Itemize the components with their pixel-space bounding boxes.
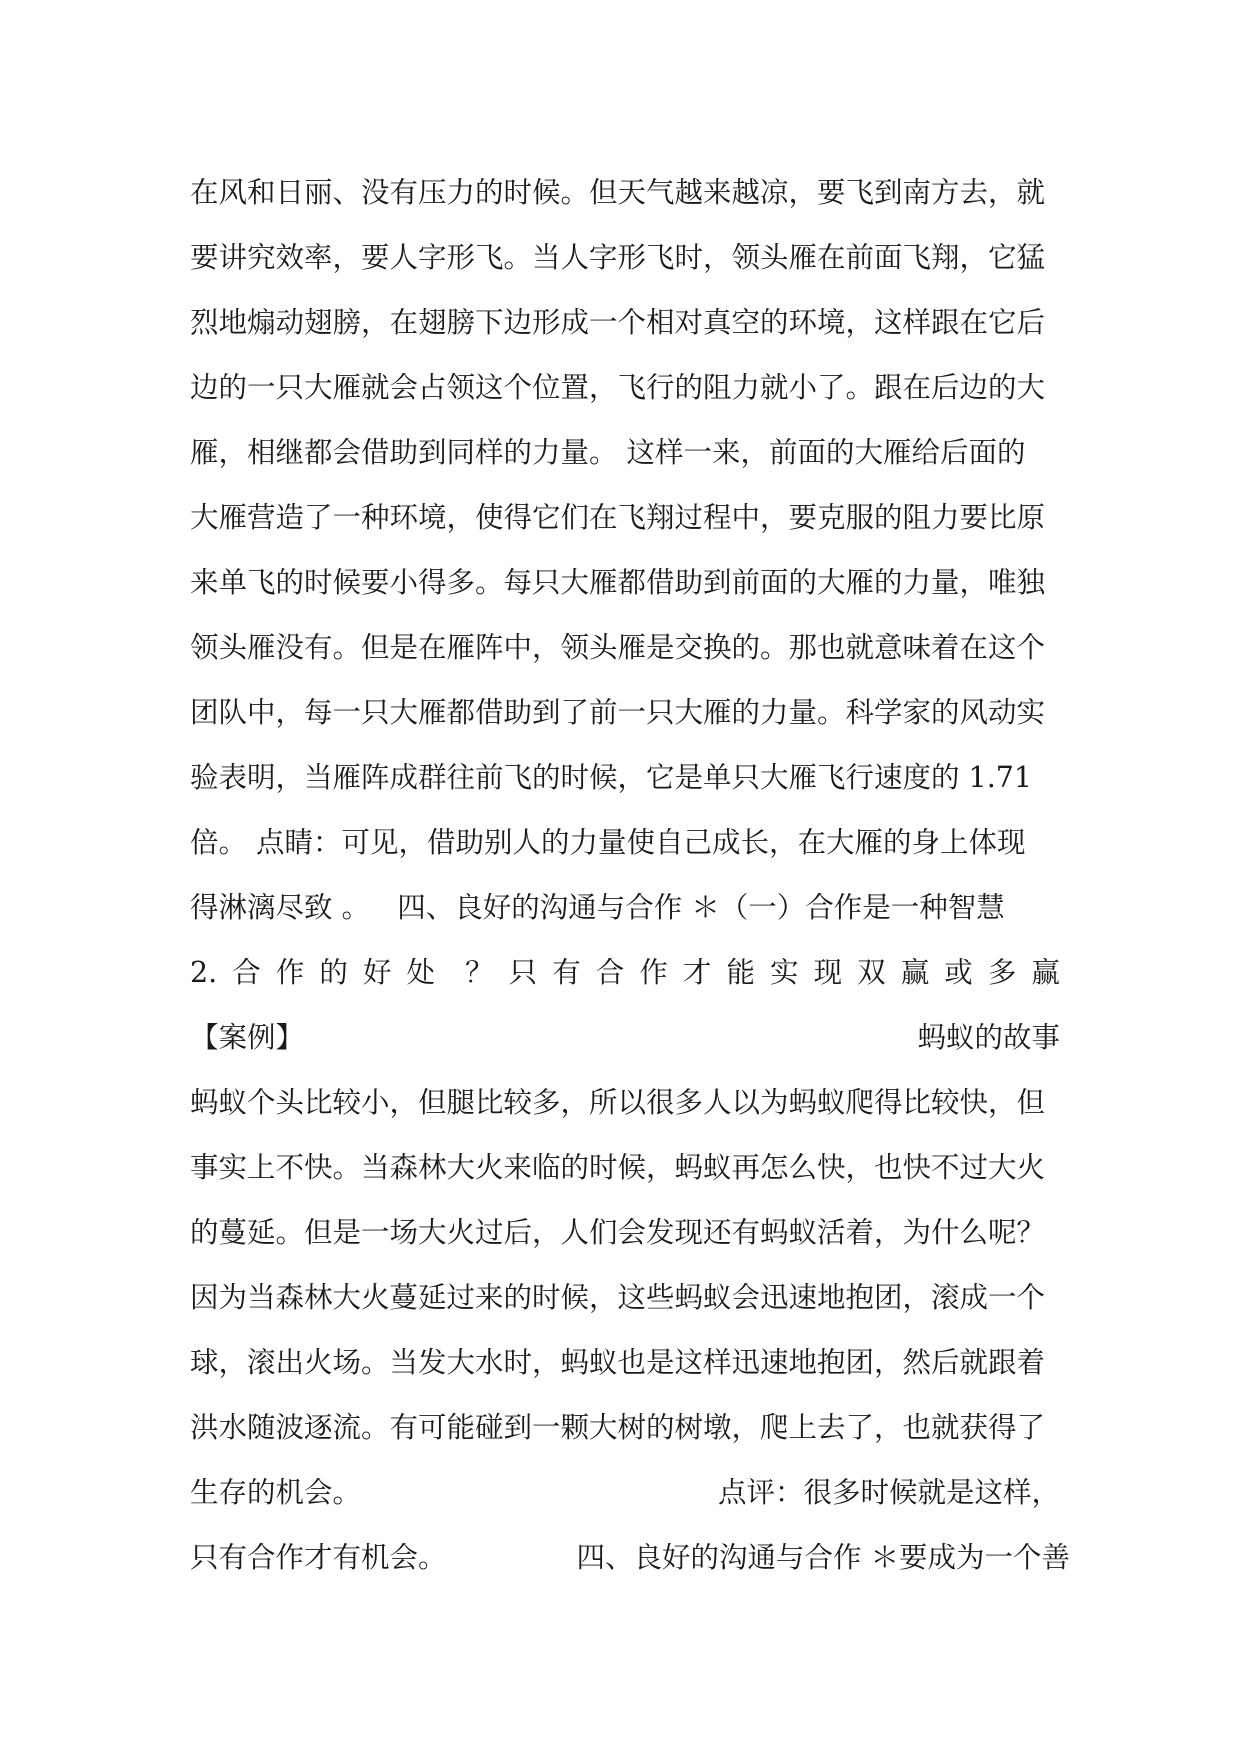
spaced-char: 处 (406, 956, 436, 989)
spaced-char: 能 (726, 956, 755, 989)
text-line: 领头雁没有。但是在雁阵中，领头雁是交换的。那也就意味着在这个 (190, 631, 1046, 664)
text-line: 洪水随波逐流。有可能碰到一颗大树的树墩，爬上去了，也就获得了 (190, 1411, 1046, 1444)
text-line: 来单飞的时候要小得多。每只大雁都借助到前面的大雁的力量，唯独 (190, 566, 1046, 599)
spaced-char: 有 (552, 956, 581, 989)
text-line: 烈地煽动翅膀，在翅膀下边形成一个相对真空的环境，这样跟在它后 (190, 306, 1046, 339)
spaced-char: 的 (319, 956, 348, 989)
final-right-text: 四、良好的沟通与合作 ＊要成为一个善 (576, 1541, 1070, 1574)
text-line: 要讲究效率，要人字形飞。当人字形飞时，领头雁在前面飞翔，它猛 (190, 241, 1046, 274)
text-line: 在风和日丽、没有压力的时候。但天气越来越凉，要飞到南方去，就 (190, 176, 1046, 209)
spaced-char: 实 (770, 956, 799, 989)
comment-text: 点评：很多时候就是这样， (717, 1476, 1060, 1509)
text-line: 倍。 点睛：可见，借助别人的力量使自己成长，在大雁的身上体现 (190, 826, 1026, 859)
spaced-char: 赢 (1031, 956, 1060, 989)
final-left-text: 只有合作才有机会。 (190, 1541, 447, 1574)
spaced-char: 2. (190, 956, 218, 989)
spaced-char: 赢 (900, 956, 930, 989)
text-line: 蚂蚁个头比较小，但腿比较多，所以很多人以为蚂蚁爬得比较快，但 (190, 1086, 1046, 1119)
spaced-char: 或 (944, 956, 973, 989)
text-line: 球，滚出火场。当发大水时，蚂蚁也是这样迅速地抱团，然后就跟着 (190, 1346, 1046, 1379)
text-line: 的蔓延。但是一场大火过后，人们会发现还有蚂蚁活着，为什么呢？ (190, 1216, 1046, 1249)
comment-line (190, 1460, 1060, 1525)
spaced-char: 双 (857, 956, 886, 989)
spaced-char: 好 (362, 956, 392, 989)
text-line: 事实上不快。当森林大火来临的时候，蚂蚁再怎么快，也快不过大火 (190, 1151, 1046, 1184)
text-line: 雁，相继都会借助到同样的力量。 这样一来，前面的大雁给后面的 (190, 436, 1026, 469)
text-line: 团队中，每一只大雁都借助到了前一只大雁的力量。科学家的风动实 (190, 696, 1046, 729)
spaced-heading-line (190, 940, 1060, 1005)
case-title: 蚂蚁的故事 (917, 1021, 1060, 1054)
case-header-line (190, 1005, 1060, 1070)
spaced-char: 作 (275, 956, 305, 989)
spaced-char: 现 (813, 956, 843, 989)
text-line: 得淋漓尽致 。 四、良好的沟通与合作 ＊（一）合作是一种智慧 (190, 891, 1005, 924)
text-line: 边的一只大雁就会占领这个位置，飞行的阻力就小了。跟在后边的大 (190, 371, 1046, 404)
text-line: 验表明，当雁阵成群往前飞的时候，它是单只大雁飞行速度的 1.71 (190, 761, 1033, 794)
spaced-char: 合 (232, 956, 261, 989)
spaced-char: 只 (508, 956, 538, 989)
body-text (190, 160, 1070, 1590)
spaced-char: 才 (682, 956, 712, 989)
final-line (190, 1525, 1070, 1590)
text-line: 大雁营造了一种环境，使得它们在飞翔过程中，要克服的阻力要比原 (190, 501, 1046, 534)
spaced-char: ？ (465, 956, 494, 989)
text-line: 因为当森林大火蔓延过来的时候，这些蚂蚁会迅速地抱团，滚成一个 (190, 1281, 1046, 1314)
survival-text: 生存的机会。 (190, 1476, 362, 1509)
spaced-char: 多 (987, 956, 1017, 989)
spaced-char: 合 (595, 956, 625, 989)
spaced-char: 作 (639, 956, 668, 989)
case-label: 【案例】 (190, 1021, 305, 1054)
